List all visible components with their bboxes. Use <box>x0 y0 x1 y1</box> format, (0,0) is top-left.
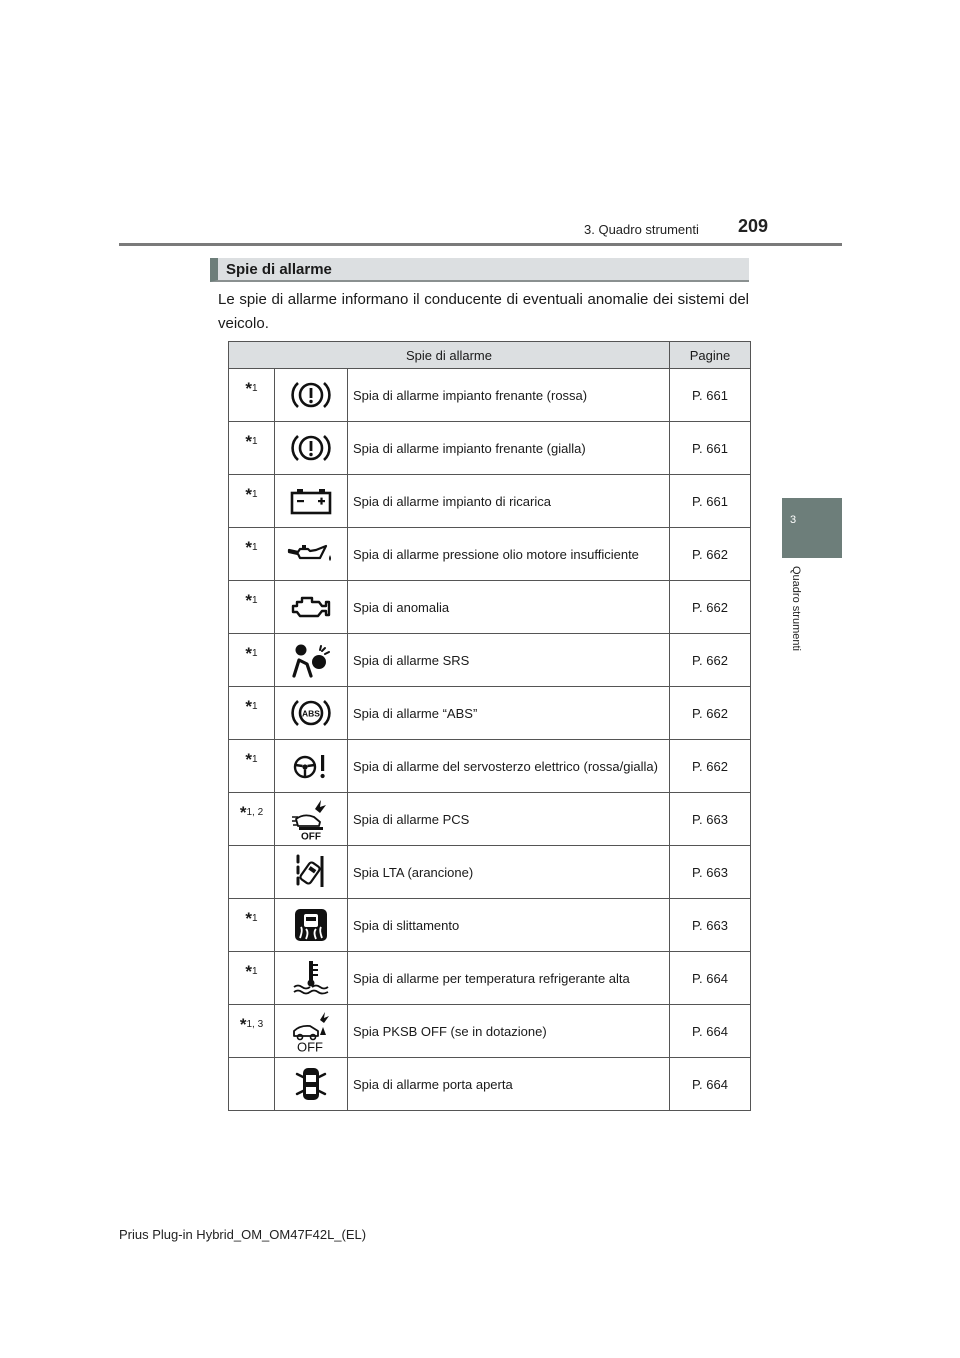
footnote-number: 1 <box>252 701 258 712</box>
icon-label-text: OFF <box>301 831 321 841</box>
table-row <box>229 369 751 422</box>
light-description: Spia di allarme impianto di ricarica <box>348 475 670 528</box>
footnote-cell <box>229 899 275 952</box>
page-reference: P. 661 <box>670 369 751 422</box>
table-row <box>229 952 751 1005</box>
icon-cell <box>275 793 348 846</box>
page-reference: P. 664 <box>670 952 751 1005</box>
section-heading-text: Spie di allarme <box>226 261 332 278</box>
chapter-title: Quadro strumenti <box>790 566 802 651</box>
warning-lights-table <box>228 341 751 1111</box>
header-pages: Pagine <box>670 342 751 369</box>
table-row <box>229 1005 751 1058</box>
footnote-number: 1, 3 <box>246 1019 264 1030</box>
icon-cell <box>275 899 348 952</box>
page-reference: P. 663 <box>670 899 751 952</box>
battery-icon <box>275 486 347 516</box>
footnote-star: * <box>245 432 253 451</box>
icon-cell <box>275 528 348 581</box>
running-header-section: 3. Quadro strumenti <box>584 222 699 237</box>
light-description: Spia di allarme impianto frenante (rossa) <box>348 369 670 422</box>
table-row <box>229 581 751 634</box>
footnote-cell <box>229 687 275 740</box>
light-description: Spia PKSB OFF (se in dotazione) <box>348 1005 670 1058</box>
light-description: Spia di anomalia <box>348 581 670 634</box>
chapter-number: 3 <box>790 514 797 526</box>
footnote-cell <box>229 369 275 422</box>
svg-text:ABS: ABS <box>302 708 320 719</box>
footnote-cell <box>229 952 275 1005</box>
pksb-off-icon <box>275 1009 347 1053</box>
steering-warning-icon <box>275 750 347 782</box>
footnote-cell <box>229 793 275 846</box>
footnote-star: * <box>245 644 253 663</box>
footnote-cell <box>229 475 275 528</box>
footnote-star: * <box>245 962 253 981</box>
footnote-cell <box>229 634 275 687</box>
footnote-star: * <box>239 1015 247 1034</box>
page-reference: P. 661 <box>670 422 751 475</box>
abs-icon <box>275 696 347 730</box>
footnote-star: * <box>245 538 253 557</box>
icon-cell <box>275 740 348 793</box>
icon-cell <box>275 369 348 422</box>
footnote-cell <box>229 528 275 581</box>
footnote-star: * <box>245 750 253 769</box>
footnote-number: 1 <box>252 542 258 553</box>
page-reference: P. 661 <box>670 475 751 528</box>
footnote-number: 1 <box>252 913 258 924</box>
table-row <box>229 793 751 846</box>
light-description: Spia di allarme SRS <box>348 634 670 687</box>
page-reference: P. 663 <box>670 846 751 899</box>
footnote-number: 1 <box>252 754 258 765</box>
intro-paragraph: Le spie di allarme informano il conducente di eventuali anomalie dei sistemi del veicolo. <box>218 291 749 332</box>
icon-cell <box>275 687 348 740</box>
brake-warning-icon <box>275 378 347 412</box>
skid-icon <box>275 908 347 942</box>
header-lights: Spie di allarme <box>229 342 670 369</box>
chapter-tab <box>782 498 842 558</box>
icon-cell <box>275 952 348 1005</box>
footnote-cell <box>229 1058 275 1111</box>
page-reference: P. 662 <box>670 528 751 581</box>
page-reference: P. 664 <box>670 1005 751 1058</box>
engine-icon <box>275 592 347 622</box>
oil-can-icon <box>275 541 347 567</box>
icon-cell <box>275 634 348 687</box>
footnote-number: 1 <box>252 648 258 659</box>
document-footer: Prius Plug-in Hybrid_OM_OM47F42L_(EL) <box>119 1227 367 1242</box>
page-reference: P. 662 <box>670 634 751 687</box>
page-reference: P. 662 <box>670 581 751 634</box>
icon-cell <box>275 422 348 475</box>
footnote-number: 1 <box>252 595 258 606</box>
footnote-cell <box>229 581 275 634</box>
footnote-star: * <box>245 591 253 610</box>
table-row <box>229 846 751 899</box>
page-reference: P. 663 <box>670 793 751 846</box>
light-description: Spia di allarme impianto frenante (gialla) <box>348 422 670 475</box>
footnote-cell <box>229 846 275 899</box>
brake-warning-icon <box>275 431 347 465</box>
light-description: Spia di allarme porta aperta <box>348 1058 670 1111</box>
light-description: Spia di allarme “ABS” <box>348 687 670 740</box>
footnote-star: * <box>245 485 253 504</box>
footnote-star: * <box>239 803 247 822</box>
door-open-icon <box>275 1065 347 1103</box>
footnote-number: 1, 2 <box>246 807 264 818</box>
footnote-star: * <box>245 379 253 398</box>
footnote-cell <box>229 1005 275 1058</box>
icon-cell <box>275 1058 348 1111</box>
light-description: Spia LTA (arancione) <box>348 846 670 899</box>
footnote-cell <box>229 740 275 793</box>
light-description: Spia di allarme del servosterzo elettrico (rossa/gialla) <box>348 740 670 793</box>
light-description: Spia di allarme per temperatura refrigerante alta <box>348 952 670 1005</box>
icon-cell <box>275 846 348 899</box>
table-row <box>229 1058 751 1111</box>
table-row <box>229 740 751 793</box>
table-row <box>229 528 751 581</box>
header-rule <box>119 243 842 246</box>
footnote-number: 1 <box>252 436 258 447</box>
page-number: 209 <box>738 216 769 236</box>
icon-cell <box>275 1005 348 1058</box>
coolant-temperature-icon <box>275 959 347 997</box>
light-description: Spia di allarme pressione olio motore insufficiente <box>348 528 670 581</box>
icon-cell <box>275 581 348 634</box>
table-row <box>229 475 751 528</box>
airbag-icon <box>275 642 347 678</box>
footnote-number: 1 <box>252 966 258 977</box>
light-description: Spia di slittamento <box>348 899 670 952</box>
page-reference: P. 664 <box>670 1058 751 1111</box>
icon-label-text: OFF <box>297 1039 323 1053</box>
light-description: Spia di allarme PCS <box>348 793 670 846</box>
icon-cell <box>275 475 348 528</box>
pcs-off-icon <box>275 797 347 841</box>
table-row <box>229 899 751 952</box>
table-header-row <box>229 342 751 369</box>
section-heading <box>210 258 749 282</box>
footnote-cell <box>229 422 275 475</box>
footnote-number: 1 <box>252 383 258 394</box>
page-reference: P. 662 <box>670 687 751 740</box>
footnote-number: 1 <box>252 489 258 500</box>
table-row <box>229 634 751 687</box>
footnote-star: * <box>245 697 253 716</box>
table-row <box>229 422 751 475</box>
page-reference: P. 662 <box>670 740 751 793</box>
footnote-star: * <box>245 909 253 928</box>
table-row <box>229 687 751 740</box>
lta-icon <box>275 853 347 891</box>
